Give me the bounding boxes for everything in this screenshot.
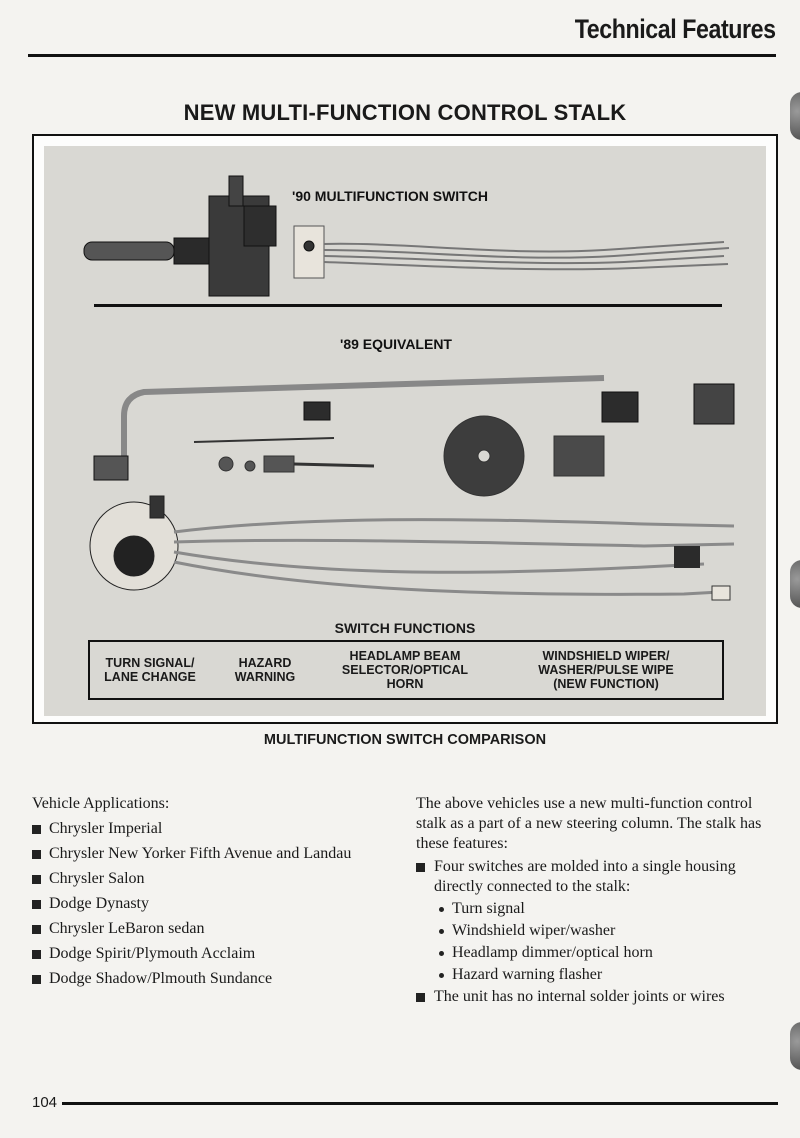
- feature-point-1: Four switches are molded into a single housing directly connected to the stalk:: [434, 858, 736, 895]
- list-item: Dodge Spirit/Plymouth Acclaim: [32, 944, 392, 964]
- function-windshield-wiper: WINDSHIELD WIPER/ WASHER/PULSE WIPE (NEW FUNCTION): [538, 649, 674, 691]
- binder-hole-icon: [790, 560, 800, 608]
- parts-89: [194, 416, 604, 496]
- page-number: 104: [32, 1094, 58, 1111]
- label-89-equivalent: '89 EQUIVALENT: [340, 336, 452, 352]
- square-bullet-icon: [416, 863, 425, 872]
- dot-bullet-icon: [439, 951, 444, 956]
- list-item: Dodge Shadow/Plmouth Sundance: [32, 969, 392, 989]
- square-bullet-icon: [32, 900, 41, 909]
- stalk-90: [84, 176, 324, 296]
- feature-point-2: The unit has no internal solder joints or wires: [434, 988, 725, 1005]
- switch-functions-box: [88, 640, 724, 700]
- switch-body-89: [90, 496, 178, 590]
- square-bullet-icon: [32, 875, 41, 884]
- applications-column: [32, 794, 392, 994]
- square-bullet-icon: [32, 825, 41, 834]
- connectors-89: [94, 384, 734, 480]
- list-item: Headlamp dimmer/optical horn: [434, 943, 786, 963]
- footer-rule: [62, 1102, 778, 1105]
- wires-90: [324, 242, 729, 269]
- function-hazard-warning: HAZARD WARNING: [234, 656, 296, 684]
- switch-photo: [44, 146, 766, 716]
- switch-functions-title: SWITCH FUNCTIONS: [334, 620, 476, 636]
- list-item: Chrysler Salon: [32, 869, 392, 889]
- list-item: Chrysler New Yorker Fifth Avenue and Landau: [32, 844, 392, 864]
- switch-photo-illustration: [44, 146, 766, 606]
- description-intro: The above vehicles use a new multi-function control stalk as a part of a new steering column. The stalk has these features:: [416, 795, 762, 852]
- list-item: Dodge Dynasty: [32, 894, 392, 914]
- stalk-89: [124, 378, 604, 476]
- figure-caption: MULTIFUNCTION SWITCH COMPARISON: [263, 732, 547, 748]
- list-item: [416, 857, 786, 985]
- description-column: [416, 794, 786, 1009]
- dot-bullet-icon: [439, 907, 444, 912]
- figure-divider: [94, 304, 722, 307]
- harness-89: [174, 520, 734, 595]
- dot-bullet-icon: [439, 973, 444, 978]
- header-rule: [28, 54, 776, 57]
- square-bullet-icon: [32, 975, 41, 984]
- page-title: NEW MULTI-FUNCTION CONTROL STALK: [183, 100, 627, 125]
- list-item: Hazard warning flasher: [434, 965, 786, 985]
- feature-sub-list: [434, 899, 786, 985]
- comparison-figure: [32, 134, 778, 724]
- list-item: Chrysler Imperial: [32, 819, 392, 839]
- list-item: Turn signal: [434, 899, 786, 919]
- applications-list: [32, 819, 392, 989]
- section-header: Technical Features: [575, 14, 776, 44]
- list-item: Windshield wiper/washer: [434, 921, 786, 941]
- feature-list: [416, 857, 786, 1007]
- label-90-switch: '90 MULTIFUNCTION SWITCH: [292, 188, 488, 204]
- binder-hole-icon: [790, 1022, 800, 1070]
- function-headlamp-beam: HEADLAMP BEAM SELECTOR/OPTICAL HORN: [341, 649, 469, 691]
- binder-hole-icon: [790, 92, 800, 140]
- list-item: Chrysler LeBaron sedan: [32, 919, 392, 939]
- square-bullet-icon: [32, 850, 41, 859]
- square-bullet-icon: [416, 993, 425, 1002]
- list-item: [416, 987, 786, 1007]
- applications-heading: Vehicle Applications:: [32, 795, 170, 812]
- dot-bullet-icon: [439, 929, 444, 934]
- function-turn-signal: TURN SIGNAL/ LANE CHANGE: [104, 656, 196, 684]
- square-bullet-icon: [32, 925, 41, 934]
- square-bullet-icon: [32, 950, 41, 959]
